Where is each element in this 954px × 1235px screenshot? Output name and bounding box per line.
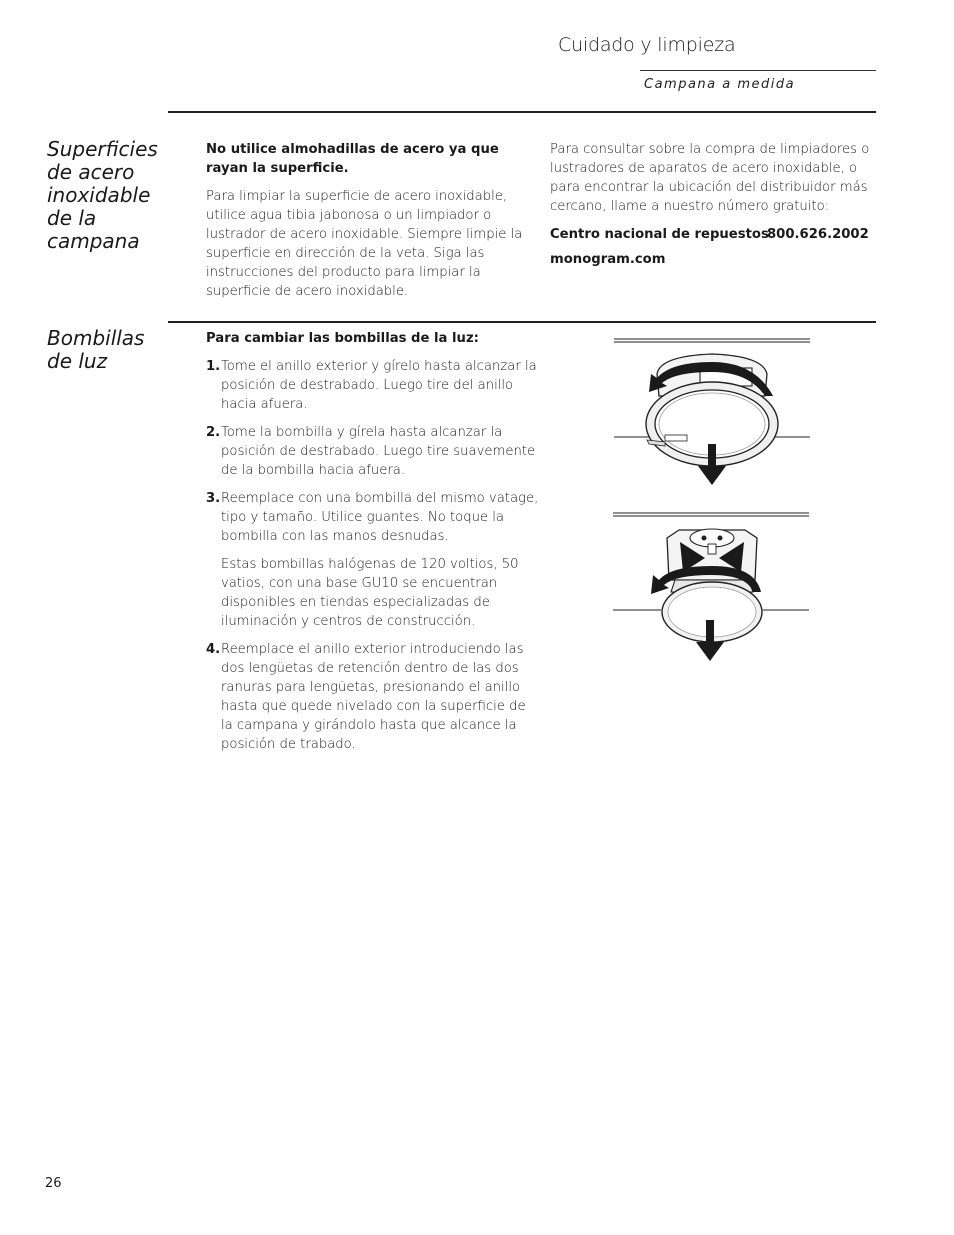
section-title-line: de acero xyxy=(47,160,135,184)
section-divider-bulbs xyxy=(168,321,876,323)
contact-text: Para consultar sobre la compra de limpiadores o lustradores de aparatos de acero inoxidable, o para encontrar la ubicación del distribuidor más cercano, llame a nuestro número gratuito: xyxy=(550,142,870,214)
section-title-stainless xyxy=(47,138,158,253)
header-divider xyxy=(640,70,876,71)
section-title-line: Bombillas xyxy=(47,326,145,350)
section-divider-top xyxy=(168,111,876,113)
section-title-line: campana xyxy=(47,229,140,253)
section-title-line: Superficies xyxy=(47,137,158,161)
parts-center-phone: 800.626.2002 xyxy=(767,227,869,242)
parts-center-row xyxy=(550,225,870,244)
stainless-instructions: Para limpiar la superficie de acero inoxidable, utilice agua tibia jabonosa o un limpiador o lustrador de acero inoxidable. Siempre limpie la superficie en dirección de la veta. Siga las instrucciones del producto para limpiar la superficie de acero inoxidable. xyxy=(206,189,523,299)
ring-removal-illustration xyxy=(605,334,820,492)
page-header-title: Cuidado y limpieza xyxy=(558,34,736,56)
step-number: 2. xyxy=(206,425,221,440)
section-title-line: inoxidable xyxy=(47,183,151,207)
page-header-subtitle: Campana a medida xyxy=(644,77,796,92)
bulb-step xyxy=(206,489,541,546)
bulb-instructions xyxy=(206,329,541,763)
bulb-step xyxy=(206,423,541,480)
bulb-spec-note: Estas bombillas halógenas de 120 voltios, 50 vatios, con una base GU10 se encuentran disponibles en tiendas especializadas de iluminación y centros de construcción. xyxy=(221,557,519,629)
parts-center-label: Centro nacional de repuestos xyxy=(550,227,769,242)
step-number: 1. xyxy=(206,359,221,374)
bulb-intro: Para cambiar las bombillas de la luz: xyxy=(206,331,479,346)
step-number: 4. xyxy=(206,642,221,657)
section-title-bulbs xyxy=(47,327,144,373)
bulb-step xyxy=(206,357,541,414)
step-text: Reemplace el anillo exterior introduciendo las dos lengüetas de retención dentro de las dos ranuras para lengüetas, presionando el anillo hasta que quede nivelado con la superficie de la campana y girándolo hasta que alcance la posición de trabado. xyxy=(221,642,526,752)
stainless-column-left xyxy=(206,140,536,301)
bulb-removal-illustration xyxy=(605,508,820,666)
stainless-column-right xyxy=(550,140,870,269)
section-title-line: de la xyxy=(47,206,97,230)
section-title-line: de luz xyxy=(47,349,108,373)
bulb-step xyxy=(206,640,541,754)
steel-pad-warning: No utilice almohadillas de acero ya que rayan la superficie. xyxy=(206,142,499,176)
website-link: monogram.com xyxy=(550,252,666,267)
page-number: 26 xyxy=(45,1176,62,1191)
step-text: Tome el anillo exterior y gírelo hasta alcanzar la posición de destrabado. Luego tire del anillo hacia afuera. xyxy=(221,359,537,412)
step-text: Tome la bombilla y gírela hasta alcanzar la posición de destrabado. Luego tire suavemente de la bombilla hacia afuera. xyxy=(221,425,536,478)
step-text: Reemplace con una bombilla del mismo vatage, tipo y tamaño. Utilice guantes. No toque la bombilla con las manos desnudas. xyxy=(221,491,539,544)
step-number: 3. xyxy=(206,491,221,506)
